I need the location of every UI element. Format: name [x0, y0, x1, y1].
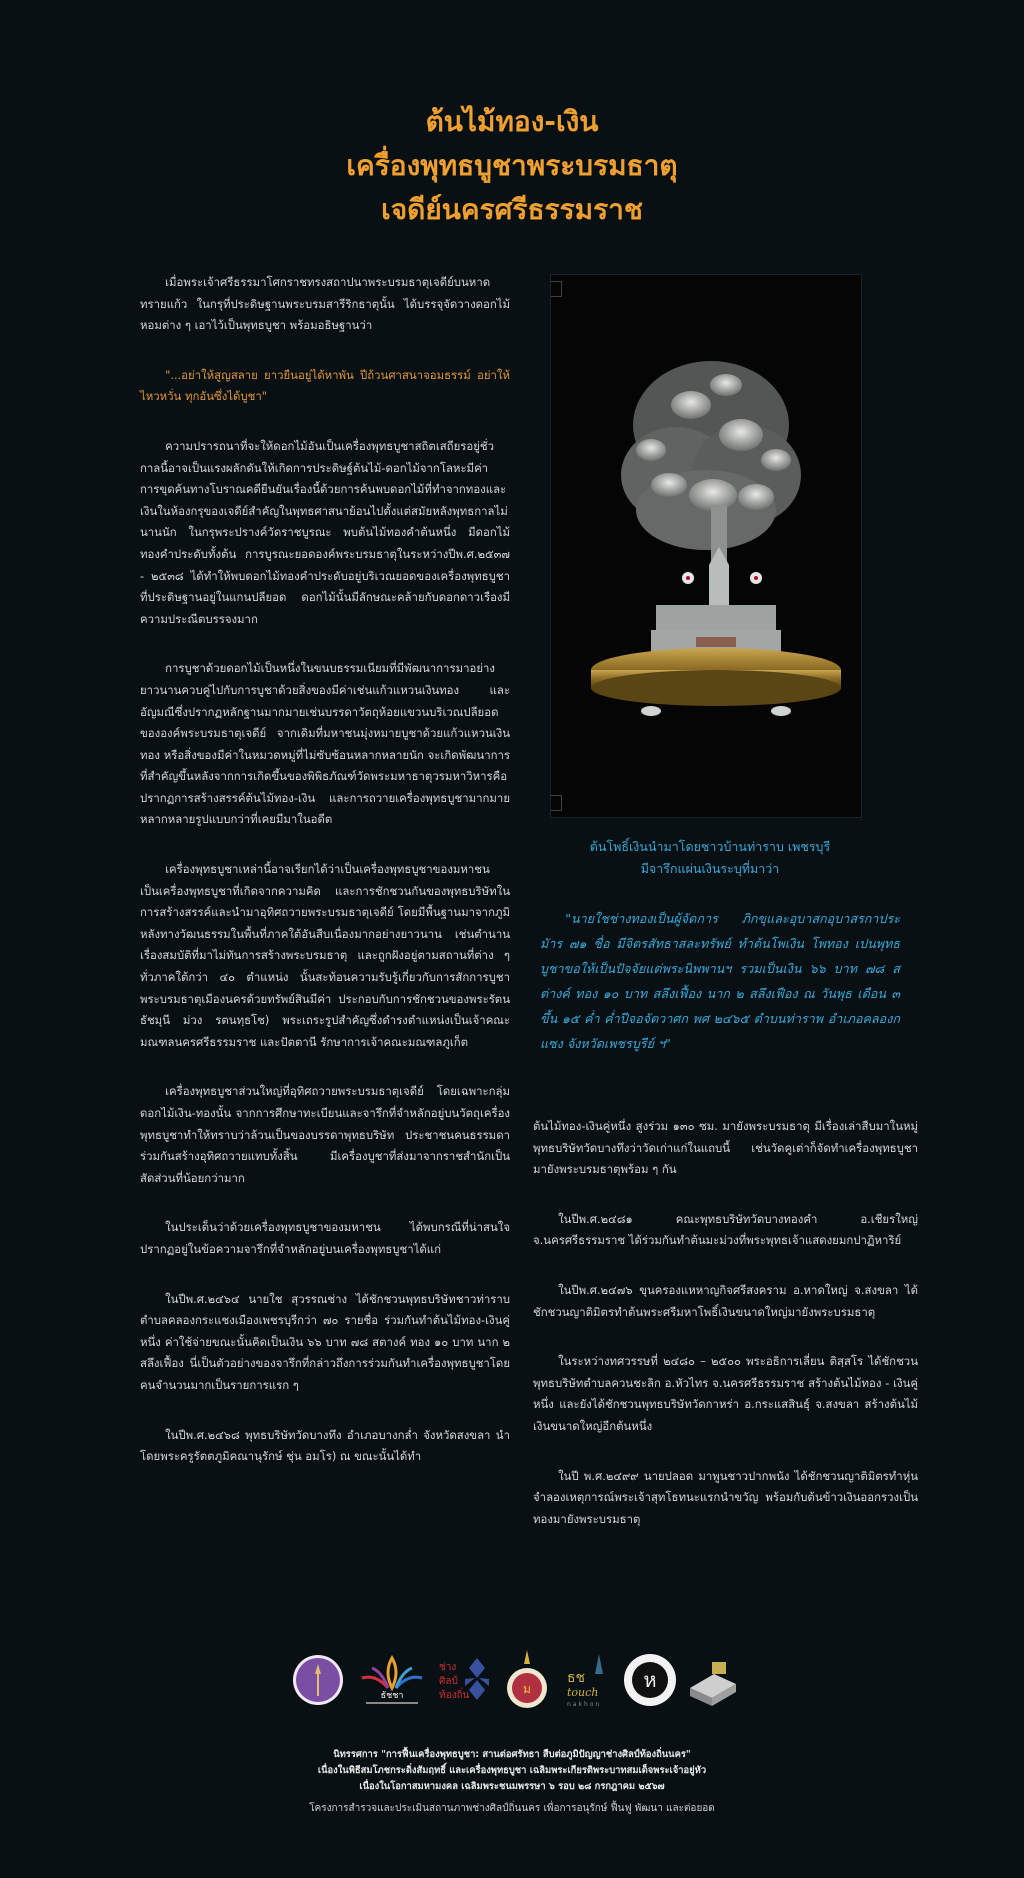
svg-text:ช่าง: ช่าง [439, 1662, 457, 1673]
paragraph: ในปีพ.ศ.๒๔๖๔ นายใช สุวรรณช่าง ได้ชักชวนพุทธบริษัทชาวท่าราบ ตำบลคลองกระแชงเมืองเพชรบุรีกว่า ๗๐ รายชื่อ ร่วมกันทำต้นไม้ทอง-เงินคู่หนึ่ง ค่าใช้จ่ายขณะนั้นคิดเป็นเงิน ๖๖ บาท ๗๘ สตางค์ ทอง ๑๐ บาท นาก ๒ สลึงเฟื้อง นี่เป็นตัวอย่างของจารึกที่กล่าวถึงการร่วมกันทำเครื่องพุทธบูชาโดยคนจำนวนมากเป็นรายการแรก ๆ [140, 1291, 510, 1392]
paragraph: เมื่อพระเจ้าศรีธรรมาโศกราชทรงสถาปนาพระบรมธาตุเจดีย์บนหาดทรายแก้ว ในกรุที่ประดิษฐานพระบรมสารีริกธาตุนั้น ได้บรรจุจัดวางดอกไม้หอมต่าง ๆ เอาไว้เป็นพุทธบูชา พร้อมอธิษฐานว่า [140, 275, 510, 333]
page-title [0, 100, 1024, 232]
walailak-university-logo [499, 1652, 555, 1708]
paragraph: ในปีพ.ศ.๒๔๖๘ พุทธบริษัทวัดบางทึง อำเภอบางกล่ำ จังหวัดสงขลา นำโดยพระครูรัตตภูมิคณานุรักษ์ ชุ่น อมโร) ณ ขณะนั้นได้ทำ [140, 1427, 510, 1464]
occasion-date-line: เนื่องในโอกาสมหามงคล เฉลิมพระชนมพรรษา ๖ รอบ ๒๘ กรกฎาคม ๒๕๖๗ [359, 1781, 665, 1792]
project-line: โครงการสำรวจและประเมินสถานภาพช่างศิลป์ถิ่นนคร เพื่อการอนุรักษ์ ฟื้นฟู พัฒนา และต่อยอด [309, 1803, 715, 1814]
circle-letter-logo [622, 1652, 678, 1708]
caption-line-1: ต้นโพธิ์เงินนำมาโดยชาวบ้านท่าราบ เพชรบุรี [589, 839, 831, 854]
svg-text:ท้องถิ่น: ท้องถิ่น [439, 1690, 470, 1701]
silver-bodhi-tree-photo [550, 274, 862, 818]
frame-corner-ornament [550, 281, 562, 297]
left-column [140, 272, 510, 1496]
books-stack-logo [684, 1652, 740, 1708]
right-column [533, 1116, 918, 1558]
fine-arts-department-logo [290, 1652, 346, 1708]
paragraph: ในปีพ.ศ.๒๔๗๖ ขุนครองแหหาญกิจศรีสงคราม อ.หาดใหญ่ จ.สงขลา ได้ชักชวนญาติมิตรทำต้นพระศรีมหาโพธิ์เงินขนาดใหญ่มายังพระบรมธาตุ [533, 1282, 918, 1319]
paragraph: ในปี พ.ศ.๒๔๙๙ นายปลอด มาพูนชาวปากพนัง ได้ชักชวนญาติมิตรทำหุ่นจำลองเหตุการณ์พระเจ้าสุทโธทนะแรกนำขวัญ พร้อมกับต้นข้าวเงินออกรวงเป็นทองมายังพระบรมธาตุ [533, 1468, 918, 1526]
svg-text:touch: touch [566, 1686, 598, 1699]
svg-text:ห: ห [643, 1668, 657, 1692]
quote: "...อย่าให้สูญสลาย ยาวยืนอยู่ได้หาพัน ปีถ้วนศาสนาจอมธรรม์ อย่าให้ไหวหวั่น ทุกอันซึ่งได้บูชา" [140, 367, 510, 404]
paragraph: เครื่องพุทธบูชาส่วนใหญ่ที่อุทิศถวายพระบรมธาตุเจดีย์ โดยเฉพาะกลุ่มดอกไม้เงิน-ทองนั้น จากการศึกษาทะเบียนและจารึกที่จำหลักอยู่บนวัตถุเครื่องพุทธบูชาทำให้ทราบว่าล้วนเป็นของบรรดาพุทธบริษัท ประชาชนคนธรรมดา ร่วมกันสร้างอุทิศถวายแทบทั้งสิ้น มีเครื่องบูชาที่ส่งมาจากราชสำนักเป็นสัดส่วนที่น้อยกว่ามาก [140, 1084, 510, 1185]
touch-nakhon-logo [561, 1652, 617, 1708]
bodhi-tree-illustration [551, 275, 861, 817]
sponsor-logos [290, 1650, 740, 1710]
title-line-2: เครื่องพุทธบูชาพระบรมธาตุ [346, 149, 678, 182]
chang-sin-tong-tin-logo [437, 1652, 493, 1708]
exhibition-title: นิทรรศการ "การฟื้นเครื่องพุทธบูชา: สานต่อศรัทธา สืบต่อภูมิปัญญาช่างศิลป์ท้องถิ่นนคร" [333, 1749, 691, 1760]
thammasat-lotus-logo [352, 1652, 432, 1708]
paragraph: ความปรารถนาที่จะให้ดอกไม้อันเป็นเครื่องพุทธบูชาสถิตเสถียรอยู่ชั่วกาลนี้อาจเป็นแรงผลักดันให้เกิดการประดิษฐ์ต้นไม้-ดอกไม้จากโลหะมีค่า การขุดค้นทางโบราณคดียืนยันเรื่องนี้ด้วยการค้นพบดอกไม้ที่ทำจากทองและเงินในห้องกรุของเจดีย์สำคัญในพุทธศาสนาย้อนไปตั้งแต่สมัยหลังพุทธกาลไม่นานนัก ในกรุพระปรางค์วัดราชบูรณะ พบต้นไม้ทองคำต้นหนึ่ง มีดอกไม้ทองคำประดับทั้งต้น การบูรณะยอดองค์พระบรมธาตุในระหว่างปีพ.ศ.๒๕๓๗ - ๒๕๓๘ ได้ทำให้พบดอกไม้ทองคำประดับอยู่บริเวณยอดของเครื่องพุทธบูชาที่ประดิษฐานอยู่ในแกนปลียอด ดอกไม้นั้นมีลักษณะคล้ายกับดอกดาวเรืองมีความประณีตบรรจงมาก [140, 438, 510, 626]
svg-text:ธช: ธช [566, 1670, 585, 1686]
paragraph: ในประเด็นว่าด้วยเครื่องพุทธบูชาของมหาชน ได้พบกรณีที่น่าสนใจปรากฏอยู่ในข้อความจารึกที่จำหลักอยู่บนเครื่องพุทธบูชาได้แก่ [140, 1220, 510, 1256]
caption-line-2: มีจารึกแผ่นเงินระบุที่มาว่า [640, 861, 780, 876]
paragraph: ในระหว่างทศวรรษที่ ๒๔๘๐ – ๒๕๐๐ พระอธิการเลี่ยน ติสฺสโร ได้ชักชวนพุทธบริษัทตำบลควนชะลิก อ.หัวไทร จ.นครศรีธรรมราช สร้างต้นไม้ทอง - เงินคู่หนึ่ง และยังได้ชักชวนพุทธบริษัทวัดกาหร่า อ.กระแสสินธุ์ จ.สงขลา สร้างต้นไม้เงินขนาดใหญ่อีกต้นหนึ่ง [533, 1354, 918, 1433]
svg-text:ม: ม [523, 1682, 531, 1696]
svg-text:nakhon: nakhon [566, 1701, 601, 1708]
occasion-line: เนื่องในพิธีสมโภชกระดิ่งสัมฤทธิ์ และเครื่องพุทธบูชา เฉลิมพระเกียรติพระบาทสมเด็จพระเจ้าอยู่หัว [317, 1765, 707, 1776]
frame-corner-ornament [550, 795, 562, 811]
title-line-3: เจดีย์นครศรีธรรมราช [381, 193, 643, 226]
paragraph: เครื่องพุทธบูชาเหล่านี้อาจเรียกได้ว่าเป็นเครื่องพุทธบูชาของมหาชน เป็นเครื่องพุทธบูชาที่เกิดจากความคิด และการชักชวนกันของพุทธบริษัทในการสร้างสรรค์และนำมาอุทิศถวายพระบรมธาตุเจดีย์ โดยมีพื้นฐานมาจากภูมิหลังทางวัฒนธรรมในพื้นที่ภาคใต้อันสืบเนื่องมากอย่างยาวนาน เช่นตำนานเรื่องสมบัติที่มาไม่ทันการสร้างพระบรมธาตุ และถูกฝังอยู่ตามสถานที่ต่าง ๆ ทั่วภาคใต้กว่า ๔๐ ตำแหน่ง นั้นสะท้อนความรับรู้เกี่ยวกับการสักการบูชาพระบรมธาตุเมืองนครด้วยทรัพย์สินมีค่า ประกอบกับการชักชวนของพระรัตนธัชมุนี ม่วง รตนทฺธโช) พระเถระรูปสำคัญซึ่งดำรงตำแหน่งเป็นเจ้าคณะมณฑลนครศรีธรรมราช และปัตตานี รักษาการเจ้าคณะมณฑลภูเก็ต [140, 862, 510, 1049]
footer [0, 1747, 1024, 1817]
title-line-1: ต้นไม้ทอง-เงิน [425, 105, 599, 138]
paragraph: การบูชาด้วยดอกไม้เป็นหนึ่งในขนบธรรมเนียมที่มีพัฒนาการมาอย่างยาวนานควบคู่ไปกับการบูชาด้วยสิ่งของมีค่าเช่นแก้วแหวนเงินทอง และอัญมณีซึ่งปรากฏหลักฐานมากมายเช่นบรรดาวัตถุห้อยแขวนบริเวณปลียอดขององค์พระบรมธาตุเจดีย์ จากเดิมที่มหาชนมุ่งหมายบูชาด้วยแก้วแหวนเงินทอง หรือสิ่งของมีค่าในหมวดหมู่ที่ไม่ซับซ้อนหลากหลายนัก จะเกิดพัฒนาการที่สำคัญขึ้นหลังจากการเกิดขึ้นของพิพิธภัณฑ์วัดพระมหาธาตุวรมหาวิหารคือ ปรากฏการสร้างสรรค์ต้นไม้ทอง-เงิน และการถวายเครื่องพุทธบูชามากมายหลากหลายรูปแบบกว่าที่เคยมีมาในอดีต [140, 661, 510, 827]
inscription-quote: "นายใชช่างทองเป็นผู้จัดการ ภิกขุและอุบาสกอุบาสรกาประมัาร ๗๑ ชื่อ มีจิตรสัทธาสละทรัพย์ ทำต้นโพเงิน โพทอง เปนพุทธบูชาขอให้เป็นปัจจัยแต่พระนิพพานฯ รวมเป็นเงิน ๖๖ บาท ๗๘ สต่างค์ ทอง ๑๐ บาท สลึงเฟื้อง นาก ๒ สลึงเฟือง ณ วันพุธ เดือน ๓ ขึ้น ๑๕ ค่ำ ค่ำปีจอจัตวาศก พศ ๒๔๖๕ ตำบนท่าราพ อำเภอคลองกแซง จังหวัดเพชรบูรีย์ ฯ" [540, 911, 900, 1051]
paragraph: ต้นไม้ทอง-เงินคู่หนึ่ง สูงร่วม ๑๓๐ ซม. มายังพระบรมธาตุ มีเรื่องเล่าสืบมาในหมู่พุทธบริษัทวัดบางทึงว่าวัดเก่าแก่ในแถบนี้ เช่นวัดคูเต่าก็จัดทำเครื่องพุทธบูชามายังพระบรมธาตุพร้อม ๆ กัน [533, 1119, 918, 1177]
svg-text:ธัชชา: ธัชชา [380, 1691, 404, 1701]
figure-caption [540, 836, 880, 880]
svg-text:ศิลป์: ศิลป์ [439, 1676, 459, 1687]
paragraph: ในปีพ.ศ.๒๔๘๑ คณะพุทธบริษัทวัดบางทองคำ อ.เชียรใหญ่ จ.นครศรีธรรมราช ได้ร่วมกันทำต้นมะม่วงที่พระพุทธเจ้าแสดงยมกปาฏิหาริย์ [533, 1211, 918, 1248]
silver-fence [656, 605, 776, 633]
